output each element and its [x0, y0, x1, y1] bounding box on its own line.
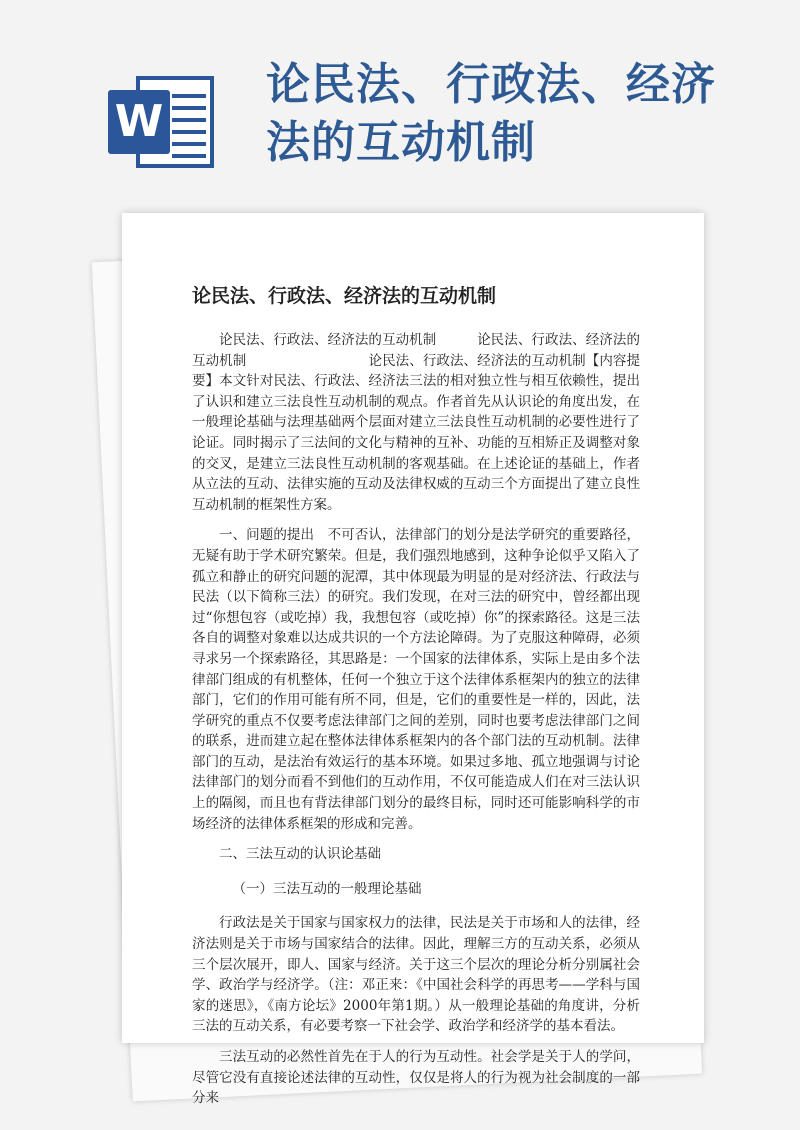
body-paragraph: 行政法是关于国家与国家权力的法律，民法是关于市场和人的法律，经济法则是关于市场与国家结合的法律。因此，理解三方的互动关系，必须从三个层次展开，即人、国家与经济。关于这三个层次的理论分析分别属社会学、政治学与经济学。（注：邓正来：《中国社会科学的再思考——学科与国家的迷思》，《南方论坛》2000年第1期。）从一般理论基础的角度讲，分析三法的互动关系，有必要考察一下社会学、政治学和经济学的基本看法。	[192, 915, 640, 1035]
body-paragraph: 三法互动的必然性首先在于人的行为互动性。社会学是关于人的学问，尽管它没有直接论述法律的互动性，仅仅是将人的行为视为社会制度的一部分来	[192, 1049, 640, 1107]
document-title: 论民法、行政法、经济法的互动机制	[192, 285, 497, 307]
header	[0, 0, 800, 210]
section-1-paragraph: 一、问题的提出 不可否认，法律部门的划分是法学研究的重要路径，无疑有助于学术研究繁荣。但是，我们强烈地感到，这种争论似乎又陷入了孤立和静止的研究问题的泥潭，其中体现最为明显的是对经济法、行政法与民法（以下简称三法）的研究。我们发现，在对三法的研究中，曾经都出现过“你想包容（或吃掉）我，我想包容（或吃掉）你”的探索路径。这是三法各自的调整对象难以达成共识的一个方法论障碍。为了克服这种障碍，必须寻求另一个探索路径，其思路是：一个国家的法律体系，实际上是由多个法律部门组成的有机整体，任何一个独立于这个法律体系框架内的独立的法律部门，它们的作用可能有所不同，但是，它们的重要性是一样的，因此，法学研究的重点不仅要考虑法律部门之间的差别，同时也要考虑法律部门之间的联系，进而建立起在整体法律体系框架内的各个部门法的互动机制。法律部门的互动，是法治有效运行的基本环境。如果过多地、孤立地强调与讨论法律部门的划分而看不到他们的互动作用，不仅可能造成人们在对三法认识上的隔阂，而且也有背法律部门划分的最终目标，同时还可能影响科学的市场经济的法律体系框架的形成和完善。	[192, 527, 640, 832]
subsection-heading: （一）三法互动的一般理论基础	[232, 880, 422, 897]
abstract-paragraph: 论民法、行政法、经济法的互动机制 论民法、行政法、经济法的互动机制 论民法、行政法、经济法的互动机制【内容提要】本文针对民法、行政法、经济法三法的相对独立性与相互依赖性，提出了认识和建立三法良性互动机制的观点。作者首先从认识论的角度出发，在一般理论基础与法理基础两个层面对建立三法良性互动机制的必要性进行了论证。同时揭示了三法间的文化与精神的互补、功能的互相矫正及调整对象的交叉，是建立三法良性互动机制的客观基础。在上述论证的基础上，作者从立法的互动、法律实施的互动及法律权威的互动三个方面提出了建立良性互动机制的框架性方案。	[192, 332, 640, 513]
document-page	[122, 213, 704, 1107]
document-body	[192, 330, 640, 1119]
section-2-heading: 二、三法互动的认识论基础	[219, 846, 381, 863]
word-document-icon	[108, 76, 216, 168]
page-title: 论民法、行政法、经济法的互动机制	[266, 59, 716, 168]
word-logo-letter: W	[108, 90, 170, 154]
